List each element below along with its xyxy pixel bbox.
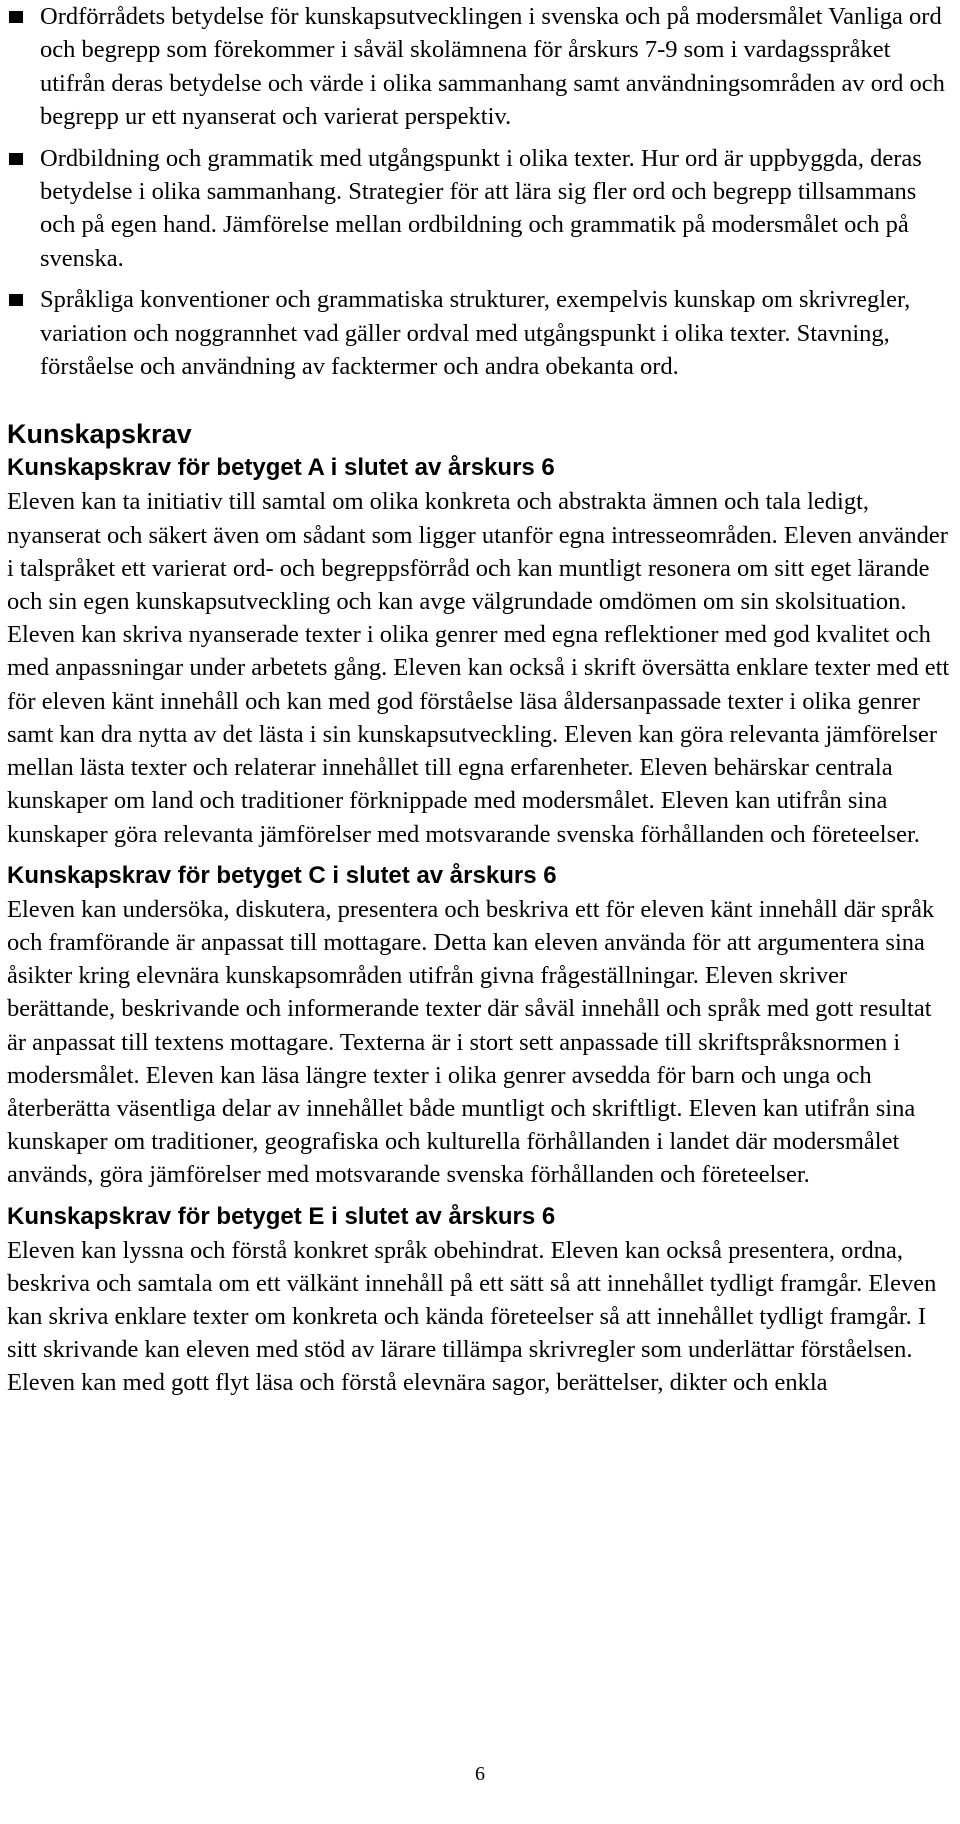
square-bullet-icon [9, 294, 23, 306]
bullet-list [7, 0, 953, 383]
bullet-text: Ordbildning och grammatik med utgångspunkt i olika texter. Hur ord är uppbyggda, deras betydelse i olika sammanhang. Strategier för att lära sig fler ord och begrepp tillsammans och på egen hand. Jämförelse mellan ordbildning och grammatik på modersmålet och på svenska. [40, 144, 922, 272]
grade-e-paragraph: Eleven kan lyssna och förstå konkret språk obehindrat. Eleven kan också presentera, ordna, beskriva och samtala om ett välkänt innehåll på ett sätt så att innehållet tydligt framgår. Eleven kan skriva enklare texter om konkreta och kända företeelser så att innehållet tydligt framgår. I sitt skrivande kan eleven med stöd av lärare tillämpa skrivregler som underlättar förståelsen. Eleven kan med gott flyt läsa och förstå elevnära sagor, berättelser, dikter och enkla [7, 1236, 937, 1397]
bullet-item [7, 142, 953, 276]
grade-a-paragraph: Eleven kan ta initiativ till samtal om olika konkreta och abstrakta ämnen och tala ledigt, nyanserat och säkert även om sådant som ligger utanför egna intresseområden. Eleven använder i talspråket ett varierat ord- och begreppsförråd och kan muntligt resonera om sitt eget lärande och sin egen kunskapsutveckling och kan avge välgrundade omdömen om sin skolsituation. Eleven kan skriva nyanserade texter i olika genrer med egna reflektioner med god kvalitet och med anpassningar under arbetets gång. Eleven kan också i skrift översätta enklare texter med ett för eleven känt innehåll och kan med god förståelse läsa åldersanpassade texter i olika genrer samt kan dra nytta av det lästa i sin kunskapsutveckling. Eleven kan göra relevanta jämförelser mellan lästa texter och relaterar innehållet till egna erfarenheter. Eleven behärskar centrala kunskaper om land och traditioner förknippade med modersmålet. Eleven kan utifrån sina kunskaper göra relevanta jämförelser med motsvarande svenska förhållanden och företeelser. [7, 488, 950, 848]
bullet-text: Språkliga konventioner och grammatiska strukturer, exempelvis kunskap om skrivregler, variation och noggrannhet vad gäller ordval med utgångspunkt i olika texter. Stavning, förståelse och användning av facktermer och andra obekanta ord. [40, 286, 911, 381]
grade-c-heading: Kunskapskrav för betyget C i slutet av årskurs 6 [7, 861, 557, 889]
bullet-item [7, 283, 953, 383]
square-bullet-icon [9, 11, 23, 23]
grade-c-paragraph: Eleven kan undersöka, diskutera, presentera och beskriva ett för eleven känt innehåll där språk och framförande är anpassat till mottagare. Detta kan eleven använda för att argumentera sina åsikter kring elevnära kunskapsområden utifrån givna frågeställningar. Eleven skriver berättande, beskrivande och informerande texter där såväl innehåll och språk med gott resultat är anpassat till textens mottagare. Texterna är i stort sett anpassade till skriftspråksnormen i modersmålet. Eleven kan läsa längre texter i olika genrer avsedda för barn och unga och återberätta väsentliga delar av innehållet både muntligt och skriftligt. Eleven kan utifrån sina kunskaper om traditioner, geografiska och kulturella förhållanden i landet där modersmålet används, göra jämförelser med motsvarande svenska förhållanden och företeelser. [7, 895, 935, 1189]
bullet-text: Ordförrådets betydelse för kunskapsutvecklingen i svenska och på modersmålet Vanliga ord och begrepp som förekommer i såväl skolämnena för årskurs 7-9 som i vardagsspråket utifrån deras betydelse och värde i olika sammanhang samt användningsområden av ord och begrepp ur ett nyanserat och varierat perspektiv. [40, 3, 945, 131]
grade-e-heading: Kunskapskrav för betyget E i slutet av årskurs 6 [7, 1202, 556, 1230]
page-number: 6 [475, 1763, 485, 1785]
square-bullet-icon [9, 153, 23, 165]
document-page [7, 0, 953, 1400]
grade-a-heading: Kunskapskrav för betyget A i slutet av årskurs 6 [7, 454, 555, 482]
section-title: Kunskapskrav [7, 419, 192, 450]
bullet-item [7, 0, 953, 134]
